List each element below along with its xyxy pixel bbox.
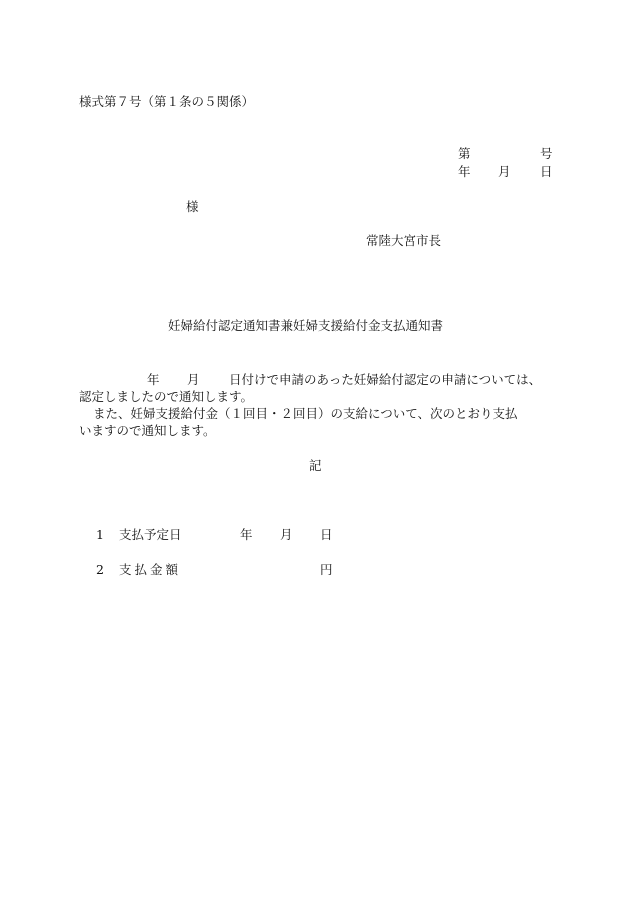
body-line-3: また、妊婦支援給付金（１回目・２回目）の支給について、次のとおり支払 <box>93 406 518 421</box>
item-1-number: 1 <box>96 527 104 542</box>
document-number-prefix: 第 <box>458 146 471 161</box>
item-1-day: 日 <box>320 527 333 542</box>
body-application-year: 年 <box>147 372 160 387</box>
item-1-label: 支払予定日 <box>119 527 182 542</box>
body-line-4: いますので通知します。 <box>79 423 216 438</box>
issue-date-month: 月 <box>498 164 511 179</box>
item-2-unit: 円 <box>320 562 333 577</box>
item-2-label: 支払金額 <box>119 562 182 577</box>
form-label: 様式第７号（第１条の５関係） <box>79 94 255 109</box>
body-line-1: 日付けで申請のあった妊婦給付認定の申請については、 <box>229 372 542 387</box>
item-2-number: 2 <box>96 562 104 577</box>
issue-date-year: 年 <box>458 164 471 179</box>
ki-heading: 記 <box>309 458 322 473</box>
document-number-suffix: 号 <box>540 146 553 161</box>
body-application-month: 月 <box>187 372 200 387</box>
document-title: 妊婦給付認定通知書兼妊婦支援給付金支払通知書 <box>168 318 444 333</box>
body-line-2: 認定しましたので通知します。 <box>79 389 254 404</box>
issue-date-day: 日 <box>540 164 553 179</box>
issuer-name: 常陸大宮市長 <box>366 233 442 248</box>
item-1-year: 年 <box>240 527 253 542</box>
addressee-honorific: 様 <box>186 199 199 214</box>
item-1-month: 月 <box>280 527 293 542</box>
